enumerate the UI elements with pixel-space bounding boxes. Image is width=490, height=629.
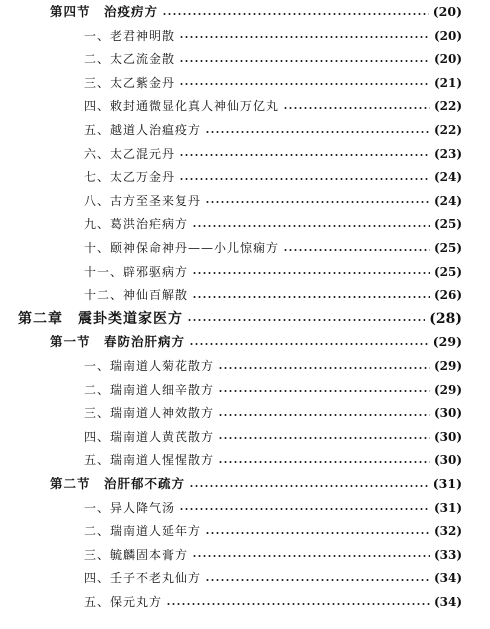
toc-entry-title: 十、颐神保命神丹——小儿惊痫方 bbox=[84, 241, 280, 255]
toc-entry-page-number: (34) bbox=[433, 595, 462, 609]
toc-entry-page-number: (25) bbox=[433, 264, 462, 279]
toc-entry-item bbox=[84, 262, 462, 282]
toc-entry-title: 一、异人降气汤 bbox=[84, 500, 176, 515]
dot-leader bbox=[192, 272, 430, 274]
toc-entry-section bbox=[50, 332, 462, 352]
dot-leader bbox=[187, 319, 425, 321]
dot-leader bbox=[218, 367, 430, 369]
toc-entry-item bbox=[84, 238, 462, 258]
toc-entry-title: 第二章 震卦类道家医方 bbox=[18, 310, 183, 327]
toc-entry-page-number: (29) bbox=[433, 359, 462, 373]
toc-entry-title: 四、壬子不老丸仙方 bbox=[84, 571, 202, 586]
dot-leader bbox=[283, 249, 430, 251]
toc-entry-title: 十二、神仙百解散 bbox=[84, 288, 189, 303]
toc-entry-page-number: (34) bbox=[433, 571, 462, 586]
toc-entry-title: 三、瑞南道人神效散方 bbox=[84, 406, 215, 421]
dot-leader bbox=[179, 36, 430, 38]
dot-leader bbox=[179, 154, 430, 156]
toc-entry-item bbox=[84, 144, 462, 164]
toc-entry-title: 四、敕封通微显化真人神仙万亿丸 bbox=[84, 99, 280, 114]
toc-entry-chapter bbox=[18, 309, 462, 329]
dot-leader bbox=[283, 107, 430, 109]
toc-entry-item bbox=[84, 49, 462, 69]
toc-entry-page-number: (21) bbox=[433, 75, 462, 90]
toc-entry-item bbox=[84, 403, 462, 423]
toc-entry-page-number: (29) bbox=[432, 334, 462, 350]
dot-leader bbox=[192, 555, 430, 557]
toc-entry-title: 五、瑞南道人惺惺散方 bbox=[84, 453, 215, 468]
dot-leader bbox=[205, 579, 430, 581]
dot-leader bbox=[189, 343, 429, 345]
toc-entry-title: 一、老君神明散 bbox=[84, 28, 176, 43]
toc-entry-item bbox=[84, 96, 462, 116]
toc-entry-page-number: (24) bbox=[433, 170, 462, 185]
toc-entry-item bbox=[84, 521, 462, 541]
toc-entry-page-number: (30) bbox=[433, 453, 462, 468]
toc-entry-item bbox=[84, 498, 462, 518]
toc-entry-item bbox=[84, 427, 462, 447]
toc-entry-title: 二、瑞南道人延年方 bbox=[84, 524, 202, 539]
toc-entry-page-number: (33) bbox=[433, 547, 462, 562]
toc-entry-title: 六、太乙混元丹 bbox=[84, 146, 176, 161]
toc-entry-title: 五、越道人治瘟疫方 bbox=[84, 123, 202, 137]
toc-entry-title: 二、太乙流金散 bbox=[84, 52, 176, 67]
toc-entry-page-number: (20) bbox=[433, 52, 462, 67]
toc-entry-item bbox=[84, 214, 462, 234]
toc-entry-item bbox=[84, 380, 462, 400]
toc-entry-page-number: (28) bbox=[429, 310, 462, 327]
dot-leader bbox=[179, 83, 430, 85]
dot-leader bbox=[218, 390, 430, 392]
toc-entry-item bbox=[84, 545, 462, 565]
toc-entry-title: 三、太乙紫金丹 bbox=[84, 75, 176, 90]
toc-entry-page-number: (32) bbox=[433, 524, 462, 539]
dot-leader bbox=[189, 485, 429, 487]
toc-entry-section bbox=[50, 2, 462, 22]
toc-entry-page-number: (31) bbox=[433, 500, 462, 515]
dot-leader bbox=[218, 437, 430, 439]
dot-leader bbox=[179, 60, 430, 62]
toc-entry-title: 五、保元丸方 bbox=[84, 595, 163, 609]
toc-entry-item bbox=[84, 285, 462, 305]
toc-entry-item bbox=[84, 568, 462, 588]
dot-leader bbox=[162, 13, 429, 15]
toc-entry-title: 九、葛洪治疟病方 bbox=[84, 217, 189, 232]
toc-entry-item bbox=[84, 356, 462, 376]
dot-leader bbox=[218, 414, 430, 416]
toc-entry-item bbox=[84, 26, 462, 46]
toc-entry-item bbox=[84, 450, 462, 470]
toc-entry-title: 第一节 春防治肝病方 bbox=[50, 334, 186, 350]
toc-entry-item bbox=[84, 167, 462, 187]
toc-entry-page-number: (22) bbox=[433, 99, 462, 114]
toc-entry-page-number: (25) bbox=[433, 241, 462, 255]
toc-entry-page-number: (30) bbox=[433, 406, 462, 421]
toc-entry-title: 第四节 治疫疠方 bbox=[50, 4, 159, 19]
toc-entry-page-number: (25) bbox=[433, 217, 462, 232]
toc-entry-item bbox=[84, 592, 462, 612]
toc-entry-item bbox=[84, 191, 462, 211]
dot-leader bbox=[205, 131, 430, 133]
dot-leader bbox=[179, 178, 430, 180]
toc-entry-page-number: (23) bbox=[433, 146, 462, 161]
dot-leader bbox=[179, 508, 430, 510]
toc-entry-page-number: (30) bbox=[433, 429, 462, 444]
toc-entry-title: 第二节 治肝郁不疏方 bbox=[50, 476, 186, 491]
dot-leader bbox=[205, 532, 430, 534]
toc-entry-title: 一、瑞南道人菊花散方 bbox=[84, 359, 215, 373]
toc-entry-page-number: (29) bbox=[433, 382, 462, 397]
toc-entry-title: 二、瑞南道人细辛散方 bbox=[84, 382, 215, 397]
toc-entry-title: 八、古方至圣来复丹 bbox=[84, 193, 202, 208]
dot-leader bbox=[205, 201, 430, 203]
dot-leader bbox=[166, 603, 430, 605]
dot-leader bbox=[218, 461, 430, 463]
dot-leader bbox=[192, 296, 430, 298]
toc-entry-page-number: (26) bbox=[433, 288, 462, 303]
toc-entry-title: 十一、辟邪驱病方 bbox=[84, 264, 189, 279]
toc-entry-page-number: (20) bbox=[432, 4, 462, 19]
toc-entry-page-number: (31) bbox=[432, 476, 462, 491]
toc-entry-title: 四、瑞南道人黄芪散方 bbox=[84, 429, 215, 444]
toc-entry-page-number: (24) bbox=[433, 193, 462, 208]
dot-leader bbox=[192, 225, 430, 227]
toc-entry-page-number: (22) bbox=[433, 123, 462, 137]
toc-entry-title: 七、太乙万金丹 bbox=[84, 170, 176, 185]
toc-entry-item bbox=[84, 73, 462, 93]
toc-entry-page-number: (20) bbox=[433, 28, 462, 43]
toc-entry-item bbox=[84, 120, 462, 140]
toc-entry-title: 三、毓麟固本膏方 bbox=[84, 547, 189, 562]
toc-entry-section bbox=[50, 474, 462, 494]
